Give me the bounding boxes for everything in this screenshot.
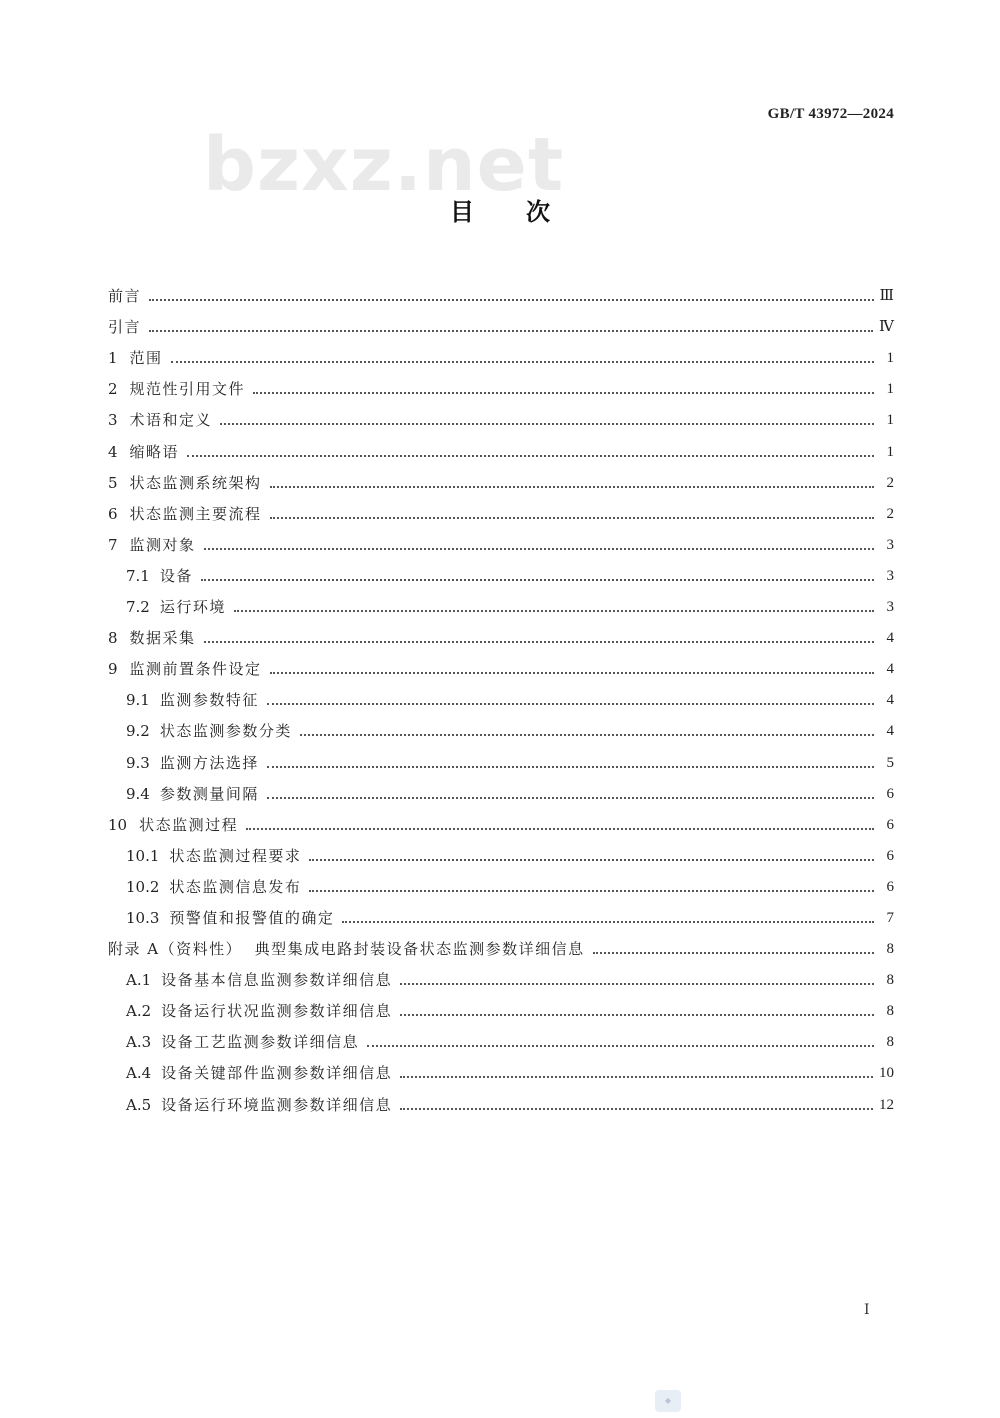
toc-entry[interactable] — [108, 680, 894, 711]
toc-entry-label: 前言 — [108, 287, 142, 306]
table-of-contents — [108, 276, 894, 1116]
dot-leader — [367, 1045, 874, 1047]
watermark: bzxz.net — [203, 122, 565, 208]
toc-entry-page: 8 — [886, 1034, 894, 1051]
standard-code: GB/T 43972—2024 — [767, 106, 894, 122]
toc-entry-page: 1 — [886, 350, 894, 367]
dot-leader — [400, 1076, 873, 1078]
toc-entry[interactable] — [108, 431, 894, 462]
toc-entry[interactable] — [108, 867, 894, 898]
toc-entry-number: 10.3 — [126, 908, 160, 927]
dot-leader — [267, 797, 874, 799]
dot-leader — [300, 734, 874, 736]
toc-entry-page: 6 — [886, 847, 894, 864]
toc-entry[interactable] — [108, 525, 894, 556]
dot-leader — [220, 423, 874, 425]
dot-leader — [253, 392, 874, 394]
toc-entry-label: 附录 A（资料性） 典型集成电路封装设备状态监测参数详细信息 — [108, 940, 585, 959]
toc-entry-page: 3 — [886, 599, 894, 616]
toc-entry-number: 8 — [108, 629, 118, 648]
toc-entry-page: 4 — [886, 692, 894, 709]
dot-leader — [187, 455, 874, 457]
toc-entry[interactable] — [108, 898, 894, 929]
dot-leader — [204, 548, 874, 550]
toc-entry-page: 10 — [879, 1065, 894, 1082]
toc-entry[interactable] — [108, 649, 894, 680]
toc-entry-number: 9.2 — [126, 722, 150, 741]
toc-entry-number: A.3 — [126, 1033, 152, 1052]
toc-entry[interactable] — [108, 463, 894, 494]
toc-entry-page: 4 — [886, 661, 894, 678]
site-logo-icon: ◆ — [655, 1390, 681, 1412]
toc-entry-number: 5 — [108, 473, 118, 492]
toc-entry-number: 7.1 — [126, 566, 150, 585]
toc-entry[interactable] — [108, 1022, 894, 1053]
toc-entry-label: 监测参数特征 — [159, 691, 259, 710]
toc-entry-page: 8 — [886, 972, 894, 989]
toc-entry-label: 数据采集 — [129, 629, 196, 648]
toc-entry[interactable] — [108, 774, 894, 805]
toc-entry[interactable] — [108, 1084, 894, 1115]
toc-entry[interactable] — [108, 960, 894, 991]
toc-entry[interactable] — [108, 400, 894, 431]
toc-entry-label: 状态监测系统架构 — [129, 473, 262, 492]
toc-entry-label: 状态监测信息发布 — [169, 877, 302, 896]
toc-entry-label: 设备基本信息监测参数详细信息 — [161, 971, 393, 990]
toc-entry[interactable] — [108, 929, 894, 960]
toc-entry-page: 8 — [886, 1003, 894, 1020]
toc-entry-label: 状态监测参数分类 — [159, 722, 292, 741]
toc-entry-label: 范围 — [129, 349, 163, 368]
toc-entry[interactable] — [108, 711, 894, 742]
toc-entry[interactable] — [108, 276, 894, 307]
toc-entry-number: 10.2 — [126, 877, 160, 896]
toc-entry-number: 9.4 — [126, 784, 150, 803]
toc-entry-number: 9.3 — [126, 753, 150, 772]
toc-entry[interactable] — [108, 618, 894, 649]
dot-leader — [400, 1108, 873, 1110]
toc-entry-number: 10 — [108, 815, 128, 834]
toc-entry[interactable] — [108, 991, 894, 1022]
toc-entry-number: 9.1 — [126, 691, 150, 710]
toc-entry-page: Ⅲ — [879, 288, 894, 305]
page-number: I — [864, 1302, 870, 1318]
toc-entry-number: 6 — [108, 504, 118, 523]
dot-leader — [234, 610, 874, 612]
toc-entry-page: 1 — [886, 443, 894, 460]
toc-entry-page: Ⅳ — [879, 319, 894, 336]
toc-entry-number: 10.1 — [126, 846, 160, 865]
toc-entry-label: 监测前置条件设定 — [129, 660, 262, 679]
toc-entry[interactable] — [108, 369, 894, 400]
toc-entry[interactable] — [108, 1053, 894, 1084]
toc-entry-page: 1 — [886, 381, 894, 398]
toc-entry-page: 5 — [886, 754, 894, 771]
toc-entry-number: 2 — [108, 380, 118, 399]
toc-entry-page: 4 — [886, 630, 894, 647]
dot-leader — [270, 672, 874, 674]
toc-entry-label: 设备工艺监测参数详细信息 — [161, 1033, 360, 1052]
toc-entry-page: 2 — [886, 474, 894, 491]
toc-entry-page: 6 — [886, 785, 894, 802]
toc-entry-label: 缩略语 — [129, 442, 180, 461]
dot-leader — [593, 952, 874, 954]
toc-entry-label: 设备 — [159, 566, 193, 585]
toc-entry-label: 术语和定义 — [129, 411, 213, 430]
toc-entry-label: 状态监测过程要求 — [169, 846, 302, 865]
dot-leader — [204, 641, 874, 643]
toc-entry-label: 状态监测主要流程 — [129, 504, 262, 523]
toc-entry-label: 状态监测过程 — [139, 815, 239, 834]
toc-entry-number: 7.2 — [126, 598, 150, 617]
dot-leader — [149, 330, 873, 332]
toc-entry-number: 3 — [108, 411, 118, 430]
dot-leader — [270, 517, 874, 519]
toc-entry-page: 6 — [886, 878, 894, 895]
toc-entry-number: A.5 — [126, 1095, 152, 1114]
toc-entry-page: 4 — [886, 723, 894, 740]
dot-leader — [400, 1014, 874, 1016]
toc-entry[interactable] — [108, 556, 894, 587]
dot-leader — [267, 766, 874, 768]
dot-leader — [246, 828, 874, 830]
toc-entry-page: 7 — [886, 909, 894, 926]
toc-entry-label: 引言 — [108, 318, 142, 337]
toc-entry-page: 12 — [879, 1096, 894, 1113]
dot-leader — [270, 486, 874, 488]
toc-entry-page: 3 — [886, 567, 894, 584]
toc-entry-label: 参数测量间隔 — [159, 784, 259, 803]
dot-leader — [309, 890, 874, 892]
toc-entry-label: 设备运行环境监测参数详细信息 — [161, 1095, 393, 1114]
toc-entry-number: 7 — [108, 535, 118, 554]
toc-entry-number: 4 — [108, 442, 118, 461]
toc-entry[interactable] — [108, 805, 894, 836]
dot-leader — [171, 361, 874, 363]
toc-entry-label: 设备运行状况监测参数详细信息 — [161, 1002, 393, 1021]
toc-entry-label: 监测对象 — [129, 535, 196, 554]
toc-entry-label: 运行环境 — [159, 598, 226, 617]
toc-entry-page: 1 — [886, 412, 894, 429]
toc-entry[interactable] — [108, 494, 894, 525]
toc-entry-number: A.1 — [126, 971, 152, 990]
toc-entry-label: 设备关键部件监测参数详细信息 — [161, 1064, 393, 1083]
toc-entry[interactable] — [108, 836, 894, 867]
toc-entry-label: 预警值和报警值的确定 — [169, 908, 335, 927]
dot-leader — [201, 579, 874, 581]
toc-entry-label: 监测方法选择 — [159, 753, 259, 772]
page-title: 目次 — [450, 197, 602, 226]
toc-entry[interactable] — [108, 742, 894, 773]
toc-entry[interactable] — [108, 587, 894, 618]
dot-leader — [342, 921, 874, 923]
toc-entry[interactable] — [108, 338, 894, 369]
dot-leader — [400, 983, 874, 985]
dot-leader — [149, 299, 874, 301]
dot-leader — [267, 703, 874, 705]
toc-entry-number: 1 — [108, 349, 118, 368]
toc-entry-number: A.4 — [126, 1064, 152, 1083]
toc-entry-label: 规范性引用文件 — [129, 380, 246, 399]
toc-entry[interactable] — [108, 307, 894, 338]
toc-entry-page: 8 — [886, 941, 894, 958]
toc-entry-number: 9 — [108, 660, 118, 679]
toc-entry-page: 6 — [886, 816, 894, 833]
toc-entry-number: A.2 — [126, 1002, 152, 1021]
dot-leader — [309, 859, 874, 861]
toc-entry-page: 3 — [886, 536, 894, 553]
toc-entry-page: 2 — [886, 505, 894, 522]
